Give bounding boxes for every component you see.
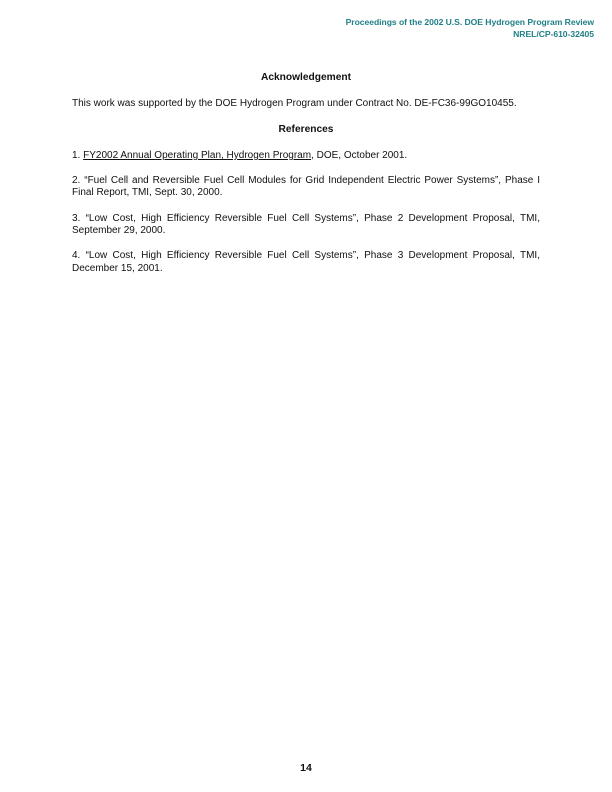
reference-text: , DOE, October 2001.	[311, 149, 408, 161]
page-number: 14	[300, 762, 312, 774]
reference-number: 1.	[72, 149, 81, 161]
reference-text: “Fuel Cell and Reversible Fuel Cell Modules for Grid Independent Electric Power Systems”, Phase I Final Report, TMI, Sept. 30, 2000.	[72, 175, 540, 199]
reference-title-underlined: FY2002 Annual Operating Plan, Hydrogen Program	[83, 149, 312, 161]
reference-text: “Low Cost, High Efficiency Reversible Fuel Cell Systems”, Phase 2 Development Proposal, TMI, September 29, 2000.	[72, 212, 540, 237]
acknowledgement-heading: Acknowledgement	[260, 72, 351, 83]
reference-item-1	[72, 150, 540, 162]
reference-item-4	[72, 250, 540, 275]
reference-number: 3.	[72, 212, 81, 224]
references-heading: References	[278, 123, 334, 135]
report-number: NREL/CP-610-32405	[513, 29, 594, 39]
reference-item-2	[72, 175, 540, 200]
acknowledgement-text: This work was supported by the DOE Hydrogen Program under Contract No. DE-FC36-99GO10455.	[72, 98, 517, 110]
reference-text: “Low Cost, High Efficiency Reversible Fuel Cell Systems”, Phase 3 Development Proposal, TMI, December 15, 2001.	[72, 250, 540, 274]
reference-item-3	[72, 213, 540, 238]
running-header	[346, 16, 594, 40]
reference-number: 2.	[72, 175, 81, 187]
reference-number: 4.	[72, 250, 81, 262]
page-content	[72, 72, 540, 288]
proceedings-title: Proceedings of the 2002 U.S. DOE Hydrogen Program Review	[345, 17, 594, 27]
